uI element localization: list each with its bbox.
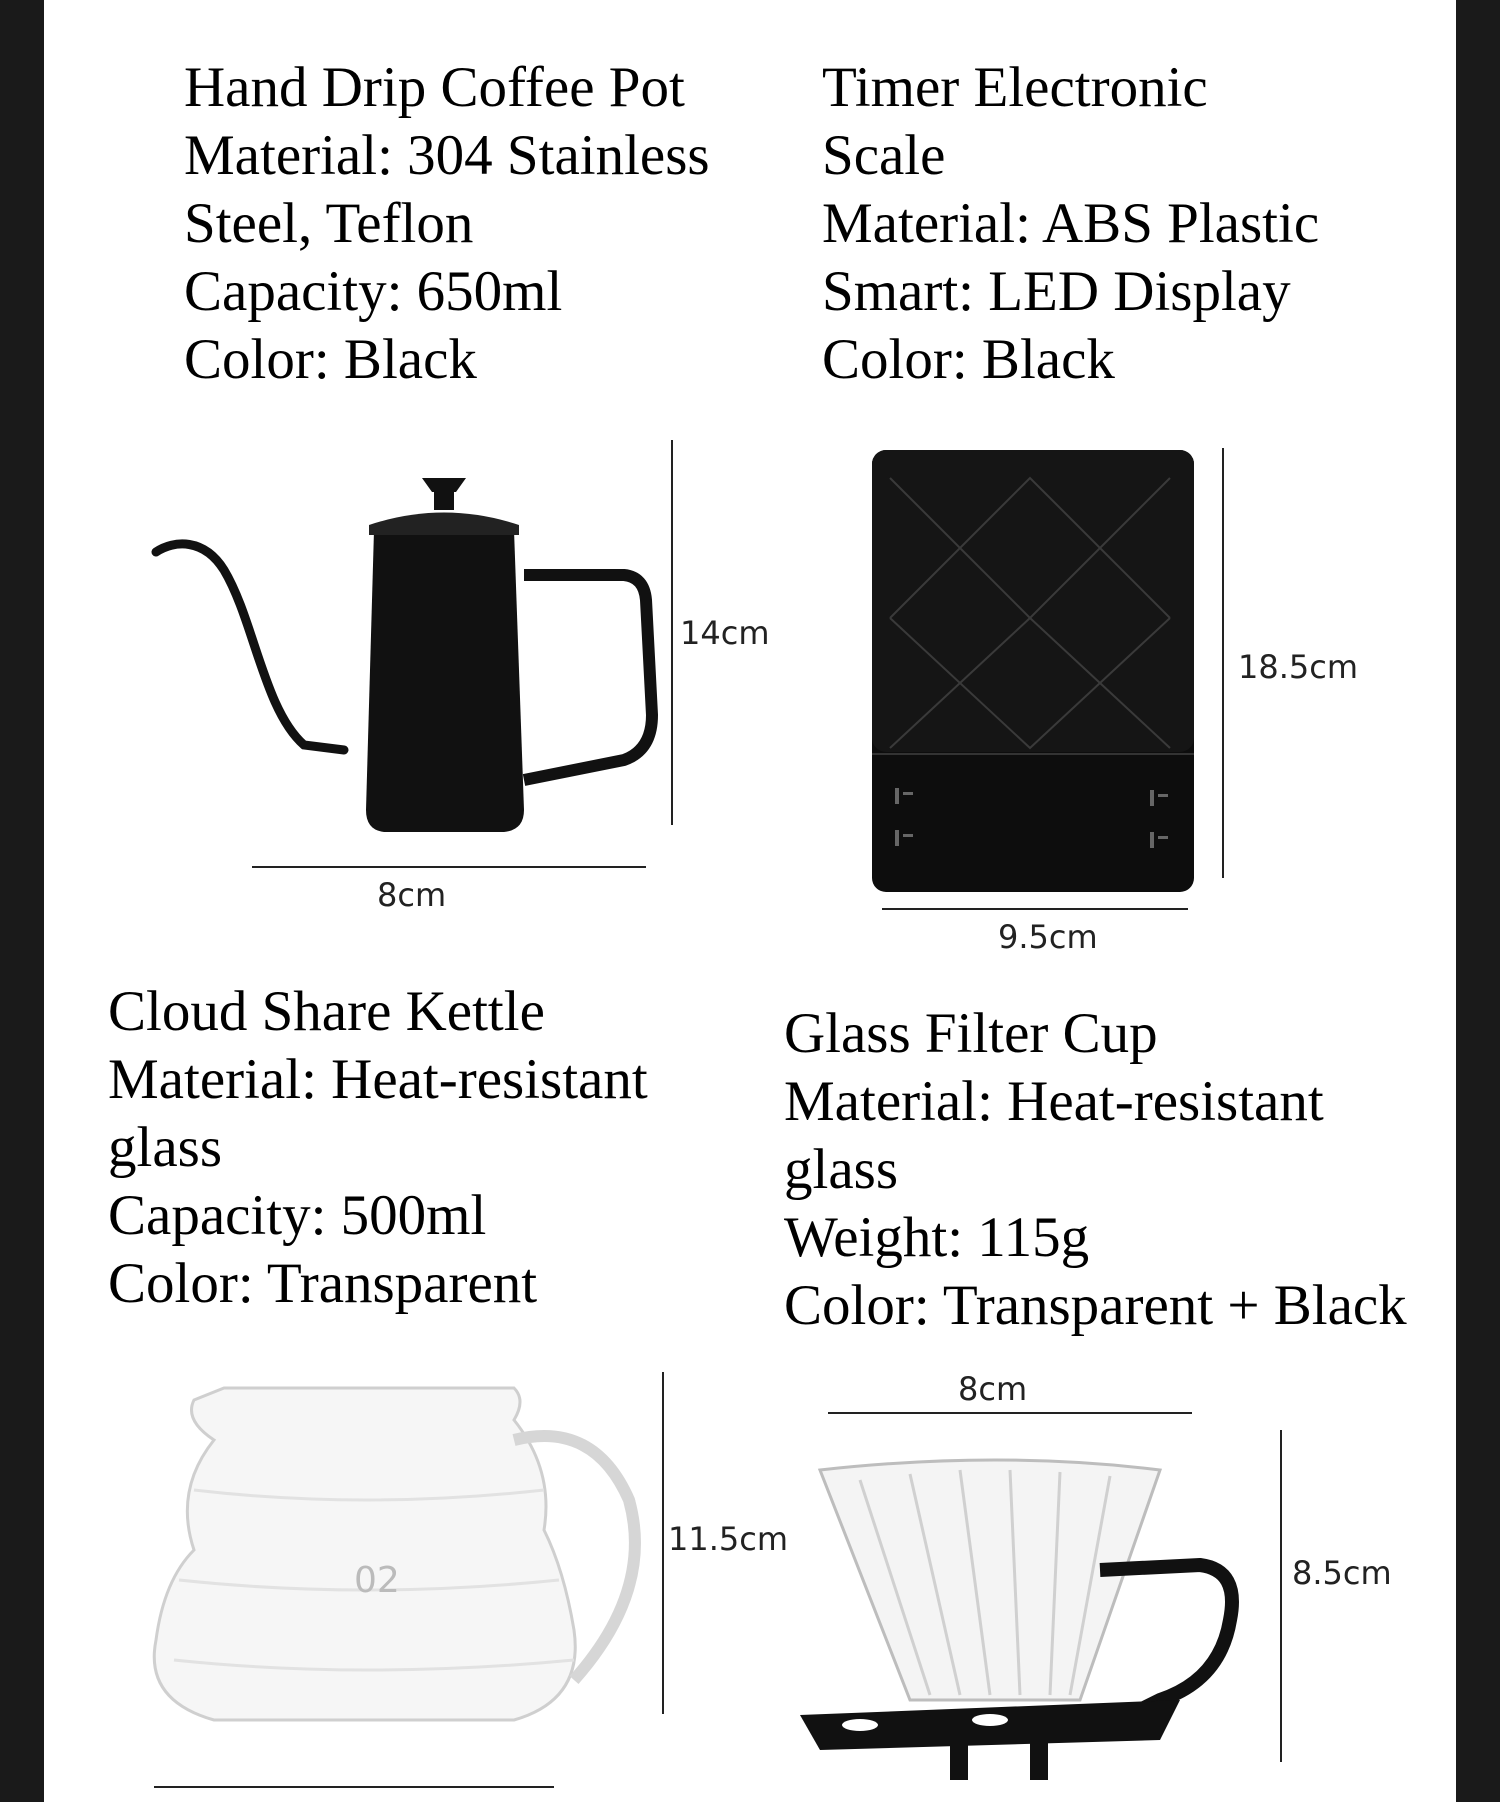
filter-cup-specs bbox=[784, 1000, 1407, 1340]
filter-cup-weight: Weight: 115g bbox=[784, 1206, 1090, 1269]
kettle-color: Color: Transparent bbox=[108, 1252, 538, 1315]
kettle-specs bbox=[108, 978, 648, 1318]
scale-width-line bbox=[882, 908, 1188, 910]
filter-cup-color: Color: Transparent + Black bbox=[784, 1274, 1407, 1337]
coffee-pot-width-line bbox=[252, 866, 646, 868]
coffee-pot-height-label: 14cm bbox=[680, 614, 770, 652]
frame-right bbox=[1456, 0, 1500, 1802]
filter-cup-name: Glass Filter Cup bbox=[784, 1002, 1158, 1065]
filter-cup-height-line bbox=[1280, 1430, 1282, 1762]
kettle-height-line bbox=[662, 1372, 664, 1714]
coffee-pot-color: Color: Black bbox=[184, 328, 477, 391]
coffee-pot-width-label: 8cm bbox=[377, 876, 447, 914]
coffee-pot-image bbox=[104, 460, 704, 840]
kettle-mark: 02 bbox=[354, 1560, 400, 1601]
filter-cup-height-label: 8.5cm bbox=[1292, 1554, 1392, 1592]
coffee-pot-material-cont: Steel, Teflon bbox=[184, 192, 474, 255]
kettle-material-cont: glass bbox=[108, 1116, 222, 1179]
kettle-height-label: 11.5cm bbox=[668, 1520, 789, 1558]
scale-height-line bbox=[1222, 448, 1224, 878]
coffee-pot-material: Material: 304 Stainless bbox=[184, 124, 710, 187]
coffee-pot-name: Hand Drip Coffee Pot bbox=[184, 56, 685, 119]
filter-cup-material-cont: glass bbox=[784, 1138, 898, 1201]
filter-cup-width-line bbox=[828, 1412, 1192, 1414]
kettle-image bbox=[134, 1380, 694, 1740]
scale-color: Color: Black bbox=[822, 328, 1115, 391]
scale-width-label: 9.5cm bbox=[998, 918, 1098, 956]
filter-cup-width-label: 8cm bbox=[958, 1370, 1028, 1408]
kettle-name: Cloud Share Kettle bbox=[108, 980, 545, 1043]
filter-cup-material: Material: Heat-resistant bbox=[784, 1070, 1324, 1133]
scale-image bbox=[870, 448, 1196, 894]
scale-name-cont: Scale bbox=[822, 124, 946, 187]
scale-material: Material: ABS Plastic bbox=[822, 192, 1320, 255]
scale-height-label: 18.5cm bbox=[1238, 648, 1359, 686]
frame-left bbox=[0, 0, 44, 1802]
coffee-pot-height-line bbox=[671, 440, 673, 825]
kettle-width-line bbox=[154, 1786, 554, 1788]
scale-name: Timer Electronic bbox=[822, 56, 1208, 119]
coffee-pot-capacity: Capacity: 650ml bbox=[184, 260, 563, 323]
kettle-capacity: Capacity: 500ml bbox=[108, 1184, 487, 1247]
scale-smart: Smart: LED Display bbox=[822, 260, 1291, 323]
scale-specs bbox=[822, 54, 1319, 394]
kettle-material: Material: Heat-resistant bbox=[108, 1048, 648, 1111]
filter-cup-image bbox=[800, 1450, 1300, 1800]
coffee-pot-specs bbox=[184, 54, 710, 394]
product-sheet bbox=[44, 0, 1456, 1802]
